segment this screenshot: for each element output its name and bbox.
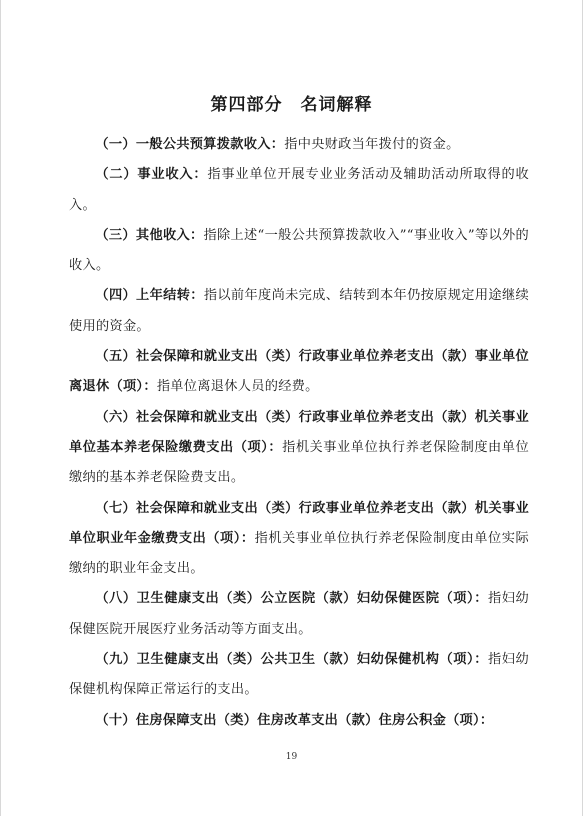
- definition-term: （七）社会保障和就业支出（类）行政事业单位养老支出（款）机关事业单位职业年金缴费支出（项）：: [69, 500, 529, 546]
- definition-term: （六）社会保障和就业支出（类）行政事业单位养老支出（款）机关事业单位基本养老保险缴费支出（项）：: [69, 409, 529, 455]
- definition-term: （三）其他收入：: [95, 227, 204, 243]
- definition-text: 指妇幼保健医院开展医疗业务活动等方面支出。: [69, 591, 529, 637]
- definition-text: 指妇幼保健机构保障正常运行的支出。: [69, 652, 529, 698]
- definition-paragraph-5: [69, 342, 529, 403]
- definition-paragraph-9: [69, 645, 529, 706]
- definition-paragraph-1: [69, 130, 529, 160]
- definition-text: 指机关事业单位执行养老保险制度由单位缴纳的基本养老保险费支出。: [69, 439, 529, 486]
- definition-paragraph-8: [69, 584, 529, 645]
- definitions-body: [69, 130, 529, 736]
- definition-term: （十）住房保障支出（类）住房改革支出（款）住房公积金（项）：: [95, 712, 494, 728]
- definition-paragraph-6: [69, 403, 529, 494]
- definition-text: 指中央财政当年拨付的资金。: [284, 137, 460, 152]
- section-title: 第四部分 名词解释: [210, 95, 373, 115]
- definition-term: （二）事业收入：: [95, 167, 208, 183]
- definition-text: 指事业单位开展专业业务活动及辅助活动所取得的收入。: [69, 167, 529, 213]
- definition-paragraph-10: [69, 706, 529, 736]
- definition-paragraph-3: [69, 221, 529, 282]
- definition-text: 指机关事业单位执行养老保险制度由单位实际缴纳的职业年金支出。: [69, 530, 529, 577]
- definition-paragraph-4: [69, 281, 529, 342]
- definition-term: （九）卫生健康支出（类）公共卫生（款）妇幼保健机构（项）：: [95, 652, 488, 668]
- definition-term: （五）社会保障和就业支出（类）行政事业单位养老支出（款）事业单位离退休（项）：: [69, 349, 529, 395]
- definition-text: 指单位离退休人员的经费。: [156, 379, 319, 395]
- definition-text: 指除上述“一般公共预算拨款收入”“事业收入”等以外的收入。: [69, 227, 529, 274]
- definition-paragraph-7: [69, 494, 529, 585]
- definition-paragraph-2: [69, 160, 529, 221]
- definition-term: （四）上年结转：: [95, 288, 204, 304]
- definition-term: （一）一般公共预算拨款收入：: [95, 137, 285, 152]
- definition-term: （八）卫生健康支出（类）公立医院（款）妇幼保健医院（项）：: [95, 591, 488, 607]
- page-number: 19: [285, 752, 298, 762]
- definition-text: 指以前年度尚未完成、结转到本年仍按原规定用途继续使用的资金。: [69, 288, 529, 334]
